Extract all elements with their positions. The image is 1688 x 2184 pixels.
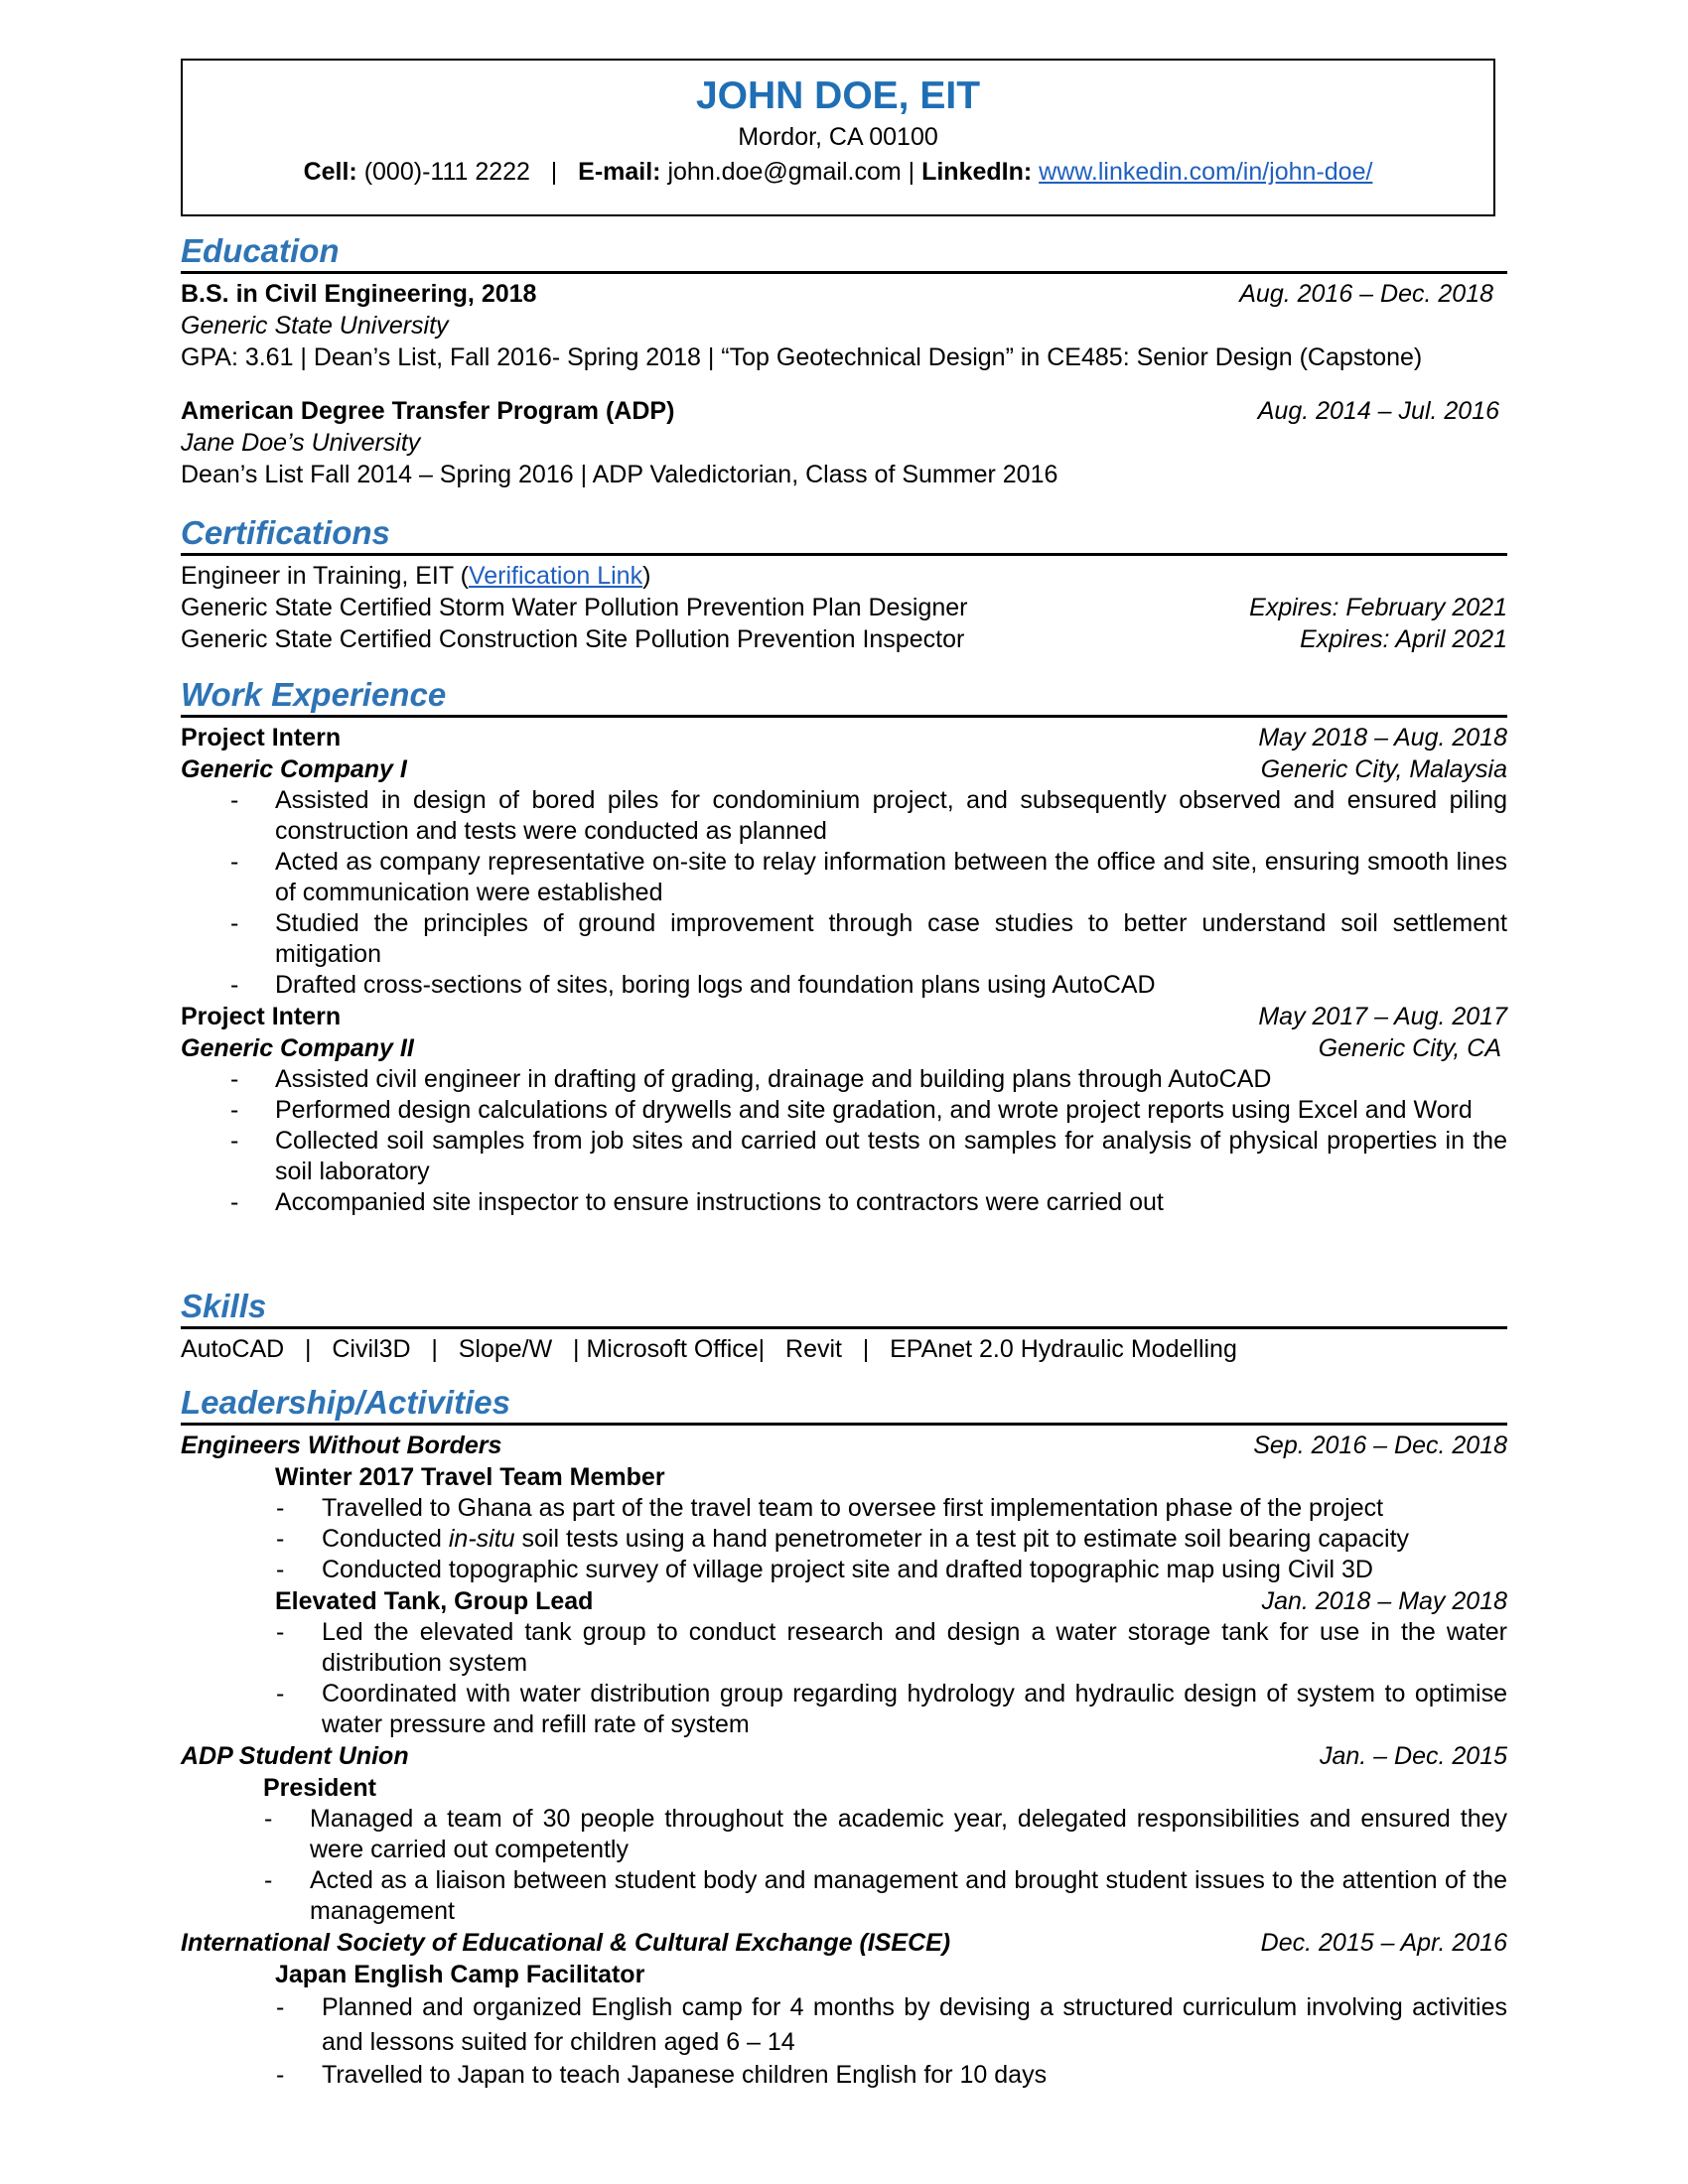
activity-header: [181, 1430, 1507, 1461]
degree: American Degree Transfer Program (ADP): [181, 397, 675, 425]
job-location: Generic City, CA: [1318, 1034, 1501, 1062]
leadership-section: [181, 1383, 1507, 2091]
list-item: - Travelled to Ghana as part of the travel team to oversee first implementation phase of the project: [276, 1494, 1384, 1522]
job-location: Generic City, Malaysia: [1260, 755, 1507, 783]
cell-label: Cell:: [303, 158, 357, 186]
activity-role-row: [181, 1585, 1507, 1617]
list-item: - Accompanied site inspector to ensure instructions to contractors were carried out: [230, 1188, 1164, 1216]
eit-text: Engineer in Training, EIT (: [181, 562, 469, 590]
dates: Aug. 2016 – Dec. 2018: [1239, 280, 1493, 308]
education-entry-2-header: [181, 395, 1507, 427]
email-address[interactable]: john.doe@gmail.com: [667, 158, 902, 186]
education-entry-1-header: [181, 278, 1507, 310]
skills-heading: Skills: [181, 1287, 1507, 1329]
list-item: - Collected soil samples from job sites and carried out tests on samples for analysis of physical properties in the soil laboratory: [230, 1127, 1507, 1185]
work-heading: Work Experience: [181, 675, 1507, 718]
job-role: Project Intern: [181, 1003, 342, 1030]
certification-name: Generic State Certified Storm Water Pollution Prevention Plan Designer: [181, 594, 968, 621]
activity-bullets: [181, 1990, 1507, 2091]
activity-header: [181, 1740, 1507, 1772]
education-section: [181, 231, 1507, 490]
activity-bullets: [181, 1493, 1507, 1585]
job-bullets: [181, 1064, 1507, 1218]
list-item: - Acted as a liaison between student body and management and brought student issues to the attention of the management: [264, 1866, 1507, 1925]
skills-section: [181, 1287, 1507, 1365]
degree: B.S. in Civil Engineering, 2018: [181, 280, 537, 308]
job-dates: May 2018 – Aug. 2018: [1258, 724, 1507, 751]
list-item: - Studied the principles of ground improvement through case studies to better understand soil settlement mitigation: [230, 909, 1507, 968]
job-company-row: [181, 1032, 1507, 1064]
job-header: [181, 1001, 1507, 1032]
certifications-heading: Certifications: [181, 513, 1507, 556]
job-header: [181, 722, 1507, 753]
list-item: - Travelled to Japan to teach Japanese children English for 10 days: [276, 2061, 1048, 2089]
education-details: GPA: 3.61 | Dean’s List, Fall 2016- Spring 2018 | “Top Geotechnical Design” in CE485: Senior Design (Capstone): [181, 343, 1423, 371]
eit-suffix: ): [642, 562, 651, 590]
education-heading: Education: [181, 231, 1507, 274]
list-item: - Led the elevated tank group to conduct research and design a water storage tank for use in the water distribution system: [276, 1618, 1507, 1677]
activity-role: President: [263, 1774, 376, 1802]
activity-bullets: [181, 1804, 1507, 1927]
activity-bullets: [181, 1617, 1507, 1740]
school: Jane Doe’s University: [181, 429, 421, 457]
list-item: - Assisted in design of bored piles for condominium project, and subsequently observed and ensured piling construction and tests were conducted as planned: [230, 786, 1507, 845]
job-role: Project Intern: [181, 724, 342, 751]
activity-header: [181, 1927, 1507, 1959]
dates: Aug. 2014 – Jul. 2016: [1257, 397, 1499, 425]
activity-role: Winter 2017 Travel Team Member: [275, 1463, 665, 1491]
leadership-heading: Leadership/Activities: [181, 1383, 1507, 1426]
verification-link[interactable]: Verification Link: [468, 562, 643, 590]
activity-dates: Sep. 2016 – Dec. 2018: [1253, 1432, 1507, 1459]
certification-name: Generic State Certified Construction Site Pollution Prevention Inspector: [181, 625, 965, 653]
list-item: - Drafted cross-sections of sites, boring logs and foundation plans using AutoCAD: [230, 971, 1156, 999]
school: Generic State University: [181, 312, 449, 340]
work-section: [181, 675, 1507, 1218]
job-company: Generic Company II: [181, 1034, 414, 1062]
linkedin-label: LinkedIn:: [921, 158, 1033, 186]
address: Mordor, CA 00100: [738, 123, 938, 151]
organization: International Society of Educational & Cultural Exchange (ISECE): [181, 1929, 951, 1957]
certifications-section: [181, 513, 1507, 655]
cell-number: (000)-111 2222: [363, 158, 530, 186]
activity-role: Elevated Tank, Group Lead: [275, 1587, 594, 1615]
activity-role: Japan English Camp Facilitator: [275, 1961, 645, 1988]
list-item: - Planned and organized English camp for 4 months by devising a structured curriculum involving activities and lessons suited for children aged 6 – 14: [276, 1993, 1507, 2056]
list-item: - Acted as company representative on-site to relay information between the office and site, ensuring smooth lines of communication were established: [230, 848, 1507, 906]
list-item: - Conducted topographic survey of village project site and drafted topographic map using Civil 3D: [276, 1556, 1373, 1583]
certification-row: [181, 592, 1507, 623]
job-company: Generic Company I: [181, 755, 407, 783]
list-item: - Conducted in-situ soil tests using a hand penetrometer in a test pit to estimate soil bearing capacity: [276, 1525, 1410, 1553]
organization: ADP Student Union: [181, 1742, 409, 1770]
list-item: - Coordinated with water distribution group regarding hydrology and hydraulic design of system to optimise water pressure and refill rate of system: [276, 1680, 1507, 1738]
email-label: E-mail:: [578, 158, 661, 186]
separator: |: [908, 158, 915, 186]
organization: Engineers Without Borders: [181, 1432, 502, 1459]
header-box: [181, 59, 1495, 216]
list-item: - Managed a team of 30 people throughout the academic year, delegated responsibilities and ensured they were carried out competently: [264, 1805, 1507, 1863]
list-item: - Performed design calculations of drywells and site gradation, and wrote project reports using Excel and Word: [230, 1096, 1473, 1124]
job-dates: May 2017 – Aug. 2017: [1258, 1003, 1507, 1030]
applicant-name: JOHN DOE, EIT: [695, 74, 981, 117]
separator: |: [550, 158, 558, 186]
eit-certification: [181, 560, 1507, 592]
activity-dates: Jan. – Dec. 2015: [1319, 1742, 1507, 1770]
job-bullets: [181, 785, 1507, 1001]
contact-line: [183, 154, 1493, 190]
skills-list: AutoCAD | Civil3D | Slope/W | Microsoft Office| Revit | EPAnet 2.0 Hydraulic Modelling: [181, 1335, 1237, 1363]
activity-dates: Jan. 2018 – May 2018: [1261, 1587, 1507, 1615]
list-item: - Assisted civil engineer in drafting of grading, drainage and building plans through AutoCAD: [230, 1065, 1272, 1093]
education-details: Dean’s List Fall 2014 – Spring 2016 | ADP Valedictorian, Class of Summer 2016: [181, 461, 1058, 488]
job-company-row: [181, 753, 1507, 785]
linkedin-link[interactable]: www.linkedin.com/in/john-doe/: [1039, 158, 1373, 186]
certification-row: [181, 623, 1507, 655]
activity-dates: Dec. 2015 – Apr. 2016: [1260, 1929, 1507, 1957]
expiry-date: Expires: February 2021: [1249, 594, 1507, 621]
expiry-date: Expires: April 2021: [1300, 625, 1507, 653]
